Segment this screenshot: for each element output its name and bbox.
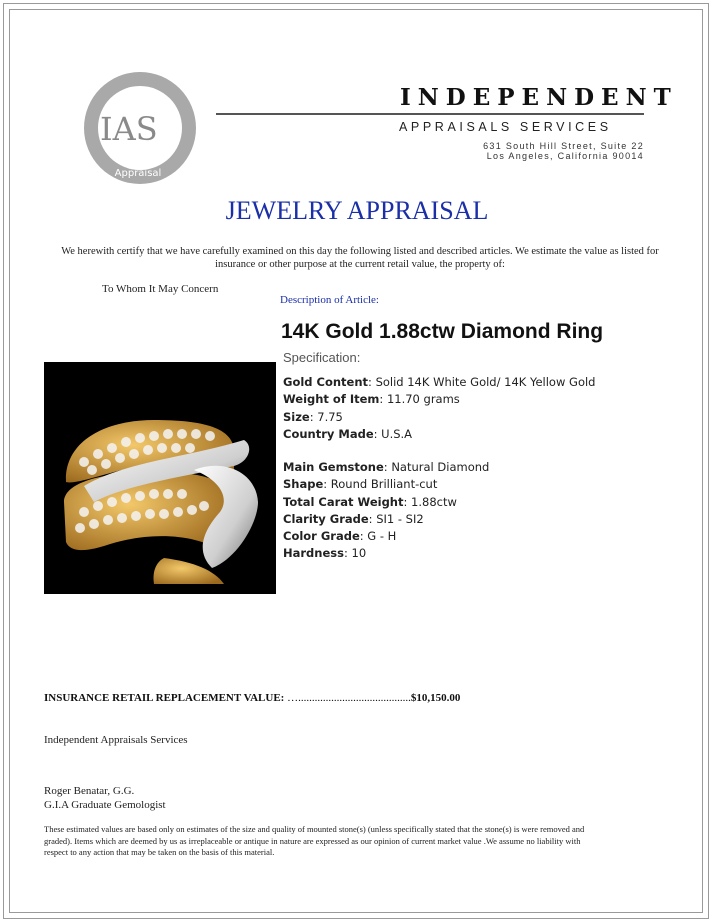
insurance-leader: …......................................... <box>284 692 411 704</box>
spec-shape: Shape: Round Brilliant-cut <box>283 477 438 492</box>
spec-value: Solid 14K White Gold/ 14K Yellow Gold <box>375 375 596 389</box>
ias-logo <box>80 68 200 188</box>
insurance-amount: $10,150.00 <box>410 692 461 704</box>
spec-value: 1.88ctw <box>411 494 457 509</box>
spec-label: Hardness <box>283 546 344 561</box>
header-divider <box>216 113 644 115</box>
spec-label: Total Carat Weight <box>283 494 404 509</box>
spec-value: Natural Diamond <box>391 460 490 474</box>
signer-name: Roger Benatar, G.G. <box>44 785 135 797</box>
insurance-value-line <box>44 692 460 704</box>
spec-label: Color Grade <box>283 529 360 544</box>
spec-hardness: Hardness: 10 <box>283 546 367 561</box>
spec-label: Country Made <box>283 426 374 441</box>
item-specs <box>283 374 595 443</box>
description-label: Description of Article: <box>280 294 379 306</box>
company-subtitle: APPRAISALS SERVICES <box>399 120 612 134</box>
spec-main-gemstone: Main Gemstone: Natural Diamond <box>283 460 490 474</box>
spec-clarity: Clarity Grade: SI1 - SI2 <box>283 511 424 526</box>
logo-text: IAS <box>100 110 158 148</box>
spec-value: 7.75 <box>317 409 343 424</box>
ring-photo <box>44 362 276 594</box>
spec-label: Weight of Item <box>283 392 380 407</box>
specification-label: Specification: <box>283 350 361 365</box>
signer-title: G.I.A Graduate Gemologist <box>44 799 166 811</box>
footer-company: Independent Appraisals Services <box>44 734 188 746</box>
logo-caption: Appraisal <box>114 168 162 179</box>
spec-value: G - H <box>367 529 397 544</box>
company-name: INDEPENDENT <box>400 84 678 111</box>
spec-value: U.S.A <box>381 426 413 441</box>
spec-label: Shape <box>283 477 324 492</box>
spec-label: Size <box>283 409 310 424</box>
insurance-label: INSURANCE RETAIL REPLACEMENT VALUE: <box>44 692 285 704</box>
spec-value: Round Brilliant-cut <box>330 477 438 492</box>
spec-label: Gold Content <box>283 375 369 389</box>
spec-country: Country Made: U.S.A <box>283 426 413 441</box>
item-title: 14K Gold 1.88ctw Diamond Ring <box>281 320 604 343</box>
gemstone-specs <box>283 459 489 563</box>
spec-color: Color Grade: G - H <box>283 529 397 544</box>
spec-gold-content: Gold Content: Solid 14K White Gold/ 14K Yellow Gold <box>283 375 596 389</box>
spec-weight: Weight of Item: 11.70 grams <box>283 392 460 407</box>
disclaimer-text: These estimated values are based only on estimates of the size and quality of mounted stone(s) (unless specifically stated that the stone(s) is were removed and graded). Items which are deemed by us as irreplaceable or antique in nature are expressed as our opinion of current market value .We assume no liability with respect to any action that may be taken on the basis of this material. <box>44 824 585 857</box>
signer-block <box>44 784 166 812</box>
address-line1: 631 South Hill Street, Suite 22 <box>483 141 644 151</box>
spec-value: 10 <box>351 546 367 561</box>
spec-value: 11.70 grams <box>386 392 460 407</box>
address-line2: Los Angeles, California 90014 <box>486 151 644 161</box>
certification-text: We herewith certify that we have carefully examined on this day the following listed and described articles. We estimate the value as listed for insurance or other purpose at the current retail value, the property of: <box>61 246 659 270</box>
recipient: To Whom It May Concern <box>102 283 219 295</box>
spec-carat-weight: Total Carat Weight: 1.88ctw <box>283 494 457 509</box>
document-title: JEWELRY APPRAISAL <box>225 196 489 225</box>
spec-size: Size: 7.75 <box>283 409 343 424</box>
spec-label: Main Gemstone <box>283 460 384 474</box>
spec-label: Clarity Grade <box>283 511 369 526</box>
spec-value: SI1 - SI2 <box>376 511 424 526</box>
